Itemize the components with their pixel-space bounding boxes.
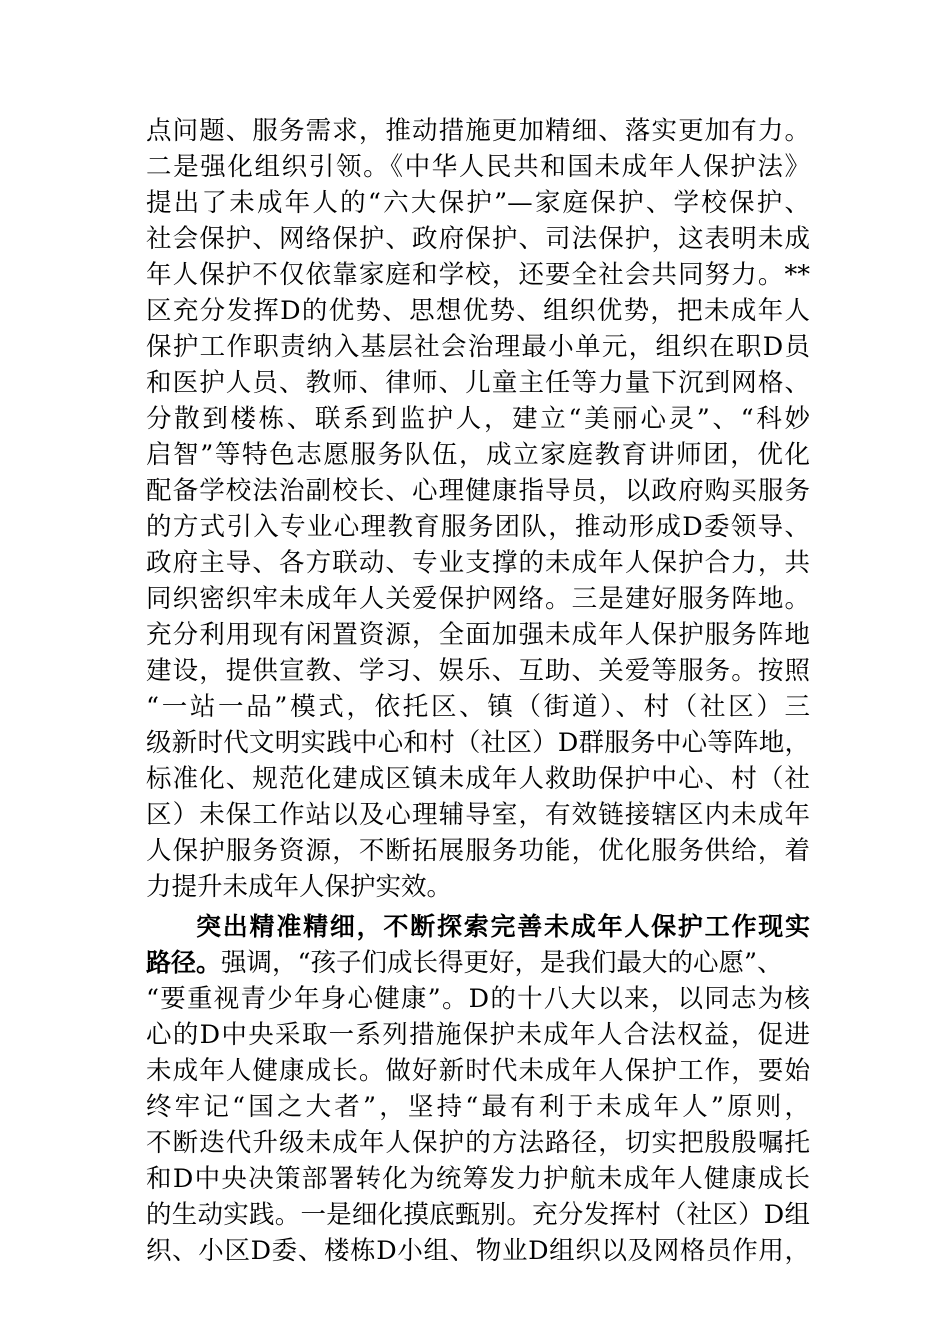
text-line: 级新时代文明实践中心和村（社区）D群服务中心等阵地， xyxy=(146,728,810,758)
text-line: 区充分发挥D的优势、思想优势、组织优势，把未成年人 xyxy=(146,296,810,326)
text-line: 织、小区D委、楼栋D小组、物业D组织以及网格员作用， xyxy=(146,1236,810,1266)
text-line: 充分利用现有闲置资源，全面加强未成年人保护服务阵地 xyxy=(146,620,810,650)
text-line: 启智”等特色志愿服务队伍，成立家庭教育讲师团，优化 xyxy=(146,440,810,470)
text-line: 区）未保工作站以及心理辅导室，有效链接辖区内未成年 xyxy=(146,800,810,830)
text-line: 社会保护、网络保护、政府保护、司法保护，这表明未成 xyxy=(146,224,810,254)
text-line: 二是强化组织引领。《中华人民共和国未成年人保护法》 xyxy=(146,152,810,182)
text-line: 政府主导、各方联动、专业支撑的未成年人保护合力，共 xyxy=(146,548,810,578)
text-line: 的生动实践。一是细化摸底甄别。充分发挥村（社区）D组 xyxy=(146,1200,810,1230)
text-line: 分散到楼栋、联系到监护人，建立“美丽心灵”、“科妙 xyxy=(146,404,810,434)
text-line: 同织密织牢未成年人关爱保护网络。三是建好服务阵地。 xyxy=(146,584,810,614)
text-line: 标准化、规范化建成区镇未成年人救助保护中心、村（社 xyxy=(146,764,810,794)
text-line: 年人保护不仅依靠家庭和学校，还要全社会共同努力。** xyxy=(146,260,810,290)
section-heading-end: 路径。 xyxy=(146,948,222,977)
text-line: 终牢记“国之大者”，坚持“最有利于未成年人”原则， xyxy=(146,1092,810,1122)
text-line: 和医护人员、教师、律师、儿童主任等力量下沉到网格、 xyxy=(146,368,810,398)
text-line: 不断迭代升级未成年人保护的方法路径，切实把殷殷嘱托 xyxy=(146,1128,810,1158)
text-line: 配备学校法治副校长、心理健康指导员，以政府购买服务 xyxy=(146,476,810,506)
section-heading: 突出精准精细，不断探索完善未成年人保护工作现实 xyxy=(196,912,810,941)
text-line: 心的D中央采取一系列措施保护未成年人合法权益，促进 xyxy=(146,1020,810,1050)
text-line: “要重视青少年身心健康”。D的十八大以来，以同志为核 xyxy=(146,984,810,1014)
text-line: 力提升未成年人保护实效。 xyxy=(146,872,453,902)
text-line: “一站一品”模式，依托区、镇（街道）、村（社区）三 xyxy=(146,692,810,722)
text-line: 点问题、服务需求，推动措施更加精细、落实更加有力。 xyxy=(146,116,810,146)
text-line: 建设，提供宣教、学习、娱乐、互助、关爱等服务。按照 xyxy=(146,656,810,686)
text-line: 保护工作职责纳入基层社会治理最小单元，组织在职D员 xyxy=(146,332,810,362)
text-line: 和D中央决策部署转化为统筹发力护航未成年人健康成长 xyxy=(146,1164,810,1194)
text-run: 强调，“孩子们成长得更好，是我们最大的心愿”、 xyxy=(221,948,783,978)
text-line: 人保护服务资源，不断拓展服务功能，优化服务供给，着 xyxy=(146,836,810,866)
text-line: 的方式引入专业心理教育服务团队，推动形成D委领导、 xyxy=(146,512,810,542)
text-line: 提出了未成年人的“六大保护”—家庭保护、学校保护、 xyxy=(146,188,810,218)
text-line-mixed xyxy=(146,946,810,980)
text-line: 未成年人健康成长。做好新时代未成年人保护工作，要始 xyxy=(146,1056,810,1086)
